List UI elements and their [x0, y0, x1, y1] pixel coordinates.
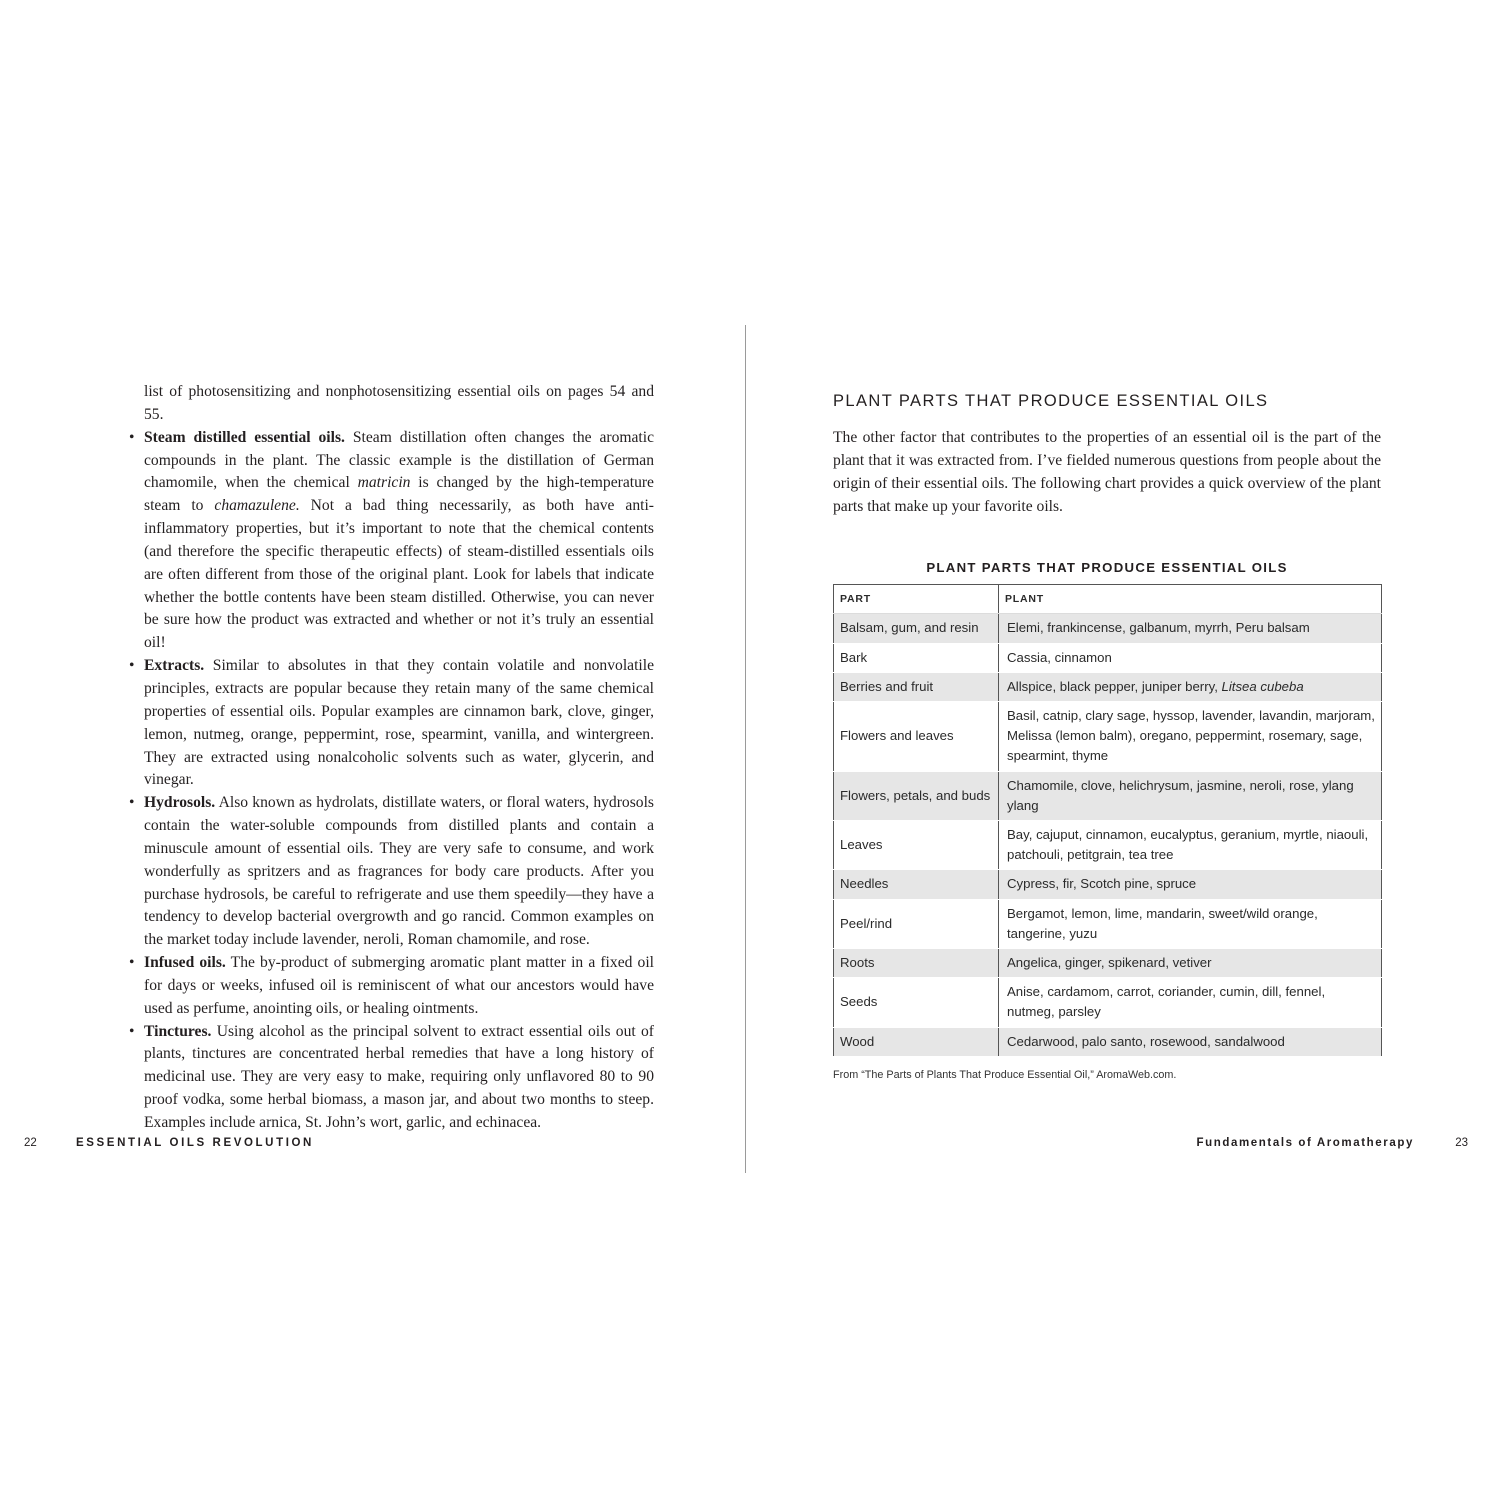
table-row: [834, 672, 1382, 701]
cell-plant: [999, 870, 1382, 899]
source-note: From “The Parts of Plants That Produce Essential Oil,” AromaWeb.com.: [833, 1068, 1177, 1081]
list-item-text: Also known as hydrolats, distillate waters, or floral waters, hydrosols contain the water-soluble compounds from distilled plants and contain a minuscule amount of essential oils. They are very safe to consume, and work wonderfully as spritzers and as fragrances for body care products. After you purchase hydrosols, be careful to refrigerate and use them speedily—they have a tendency to develop bacterial overgrowth and go rancid. Common examples on the market today include lavender, neroli, Roman chamomile, and rose.: [144, 794, 654, 949]
cell-plant-text: Elemi, frankincense, galbanum, myrrh, Peru balsam: [1007, 620, 1310, 636]
list-item-term: Extracts.: [144, 657, 205, 675]
table-header-row: [834, 585, 1382, 614]
bullet-icon: •: [129, 428, 135, 446]
cell-plant-text: Cypress, fir, Scotch pine, spruce: [1007, 876, 1197, 892]
intro-paragraph: The other factor that contributes to the properties of an essential oil is the part of the plant that it was extracted from. I’ve fielded numerous questions from people about the origin of their essential oils. The following chart provides a quick overview of the plant parts that make up your favorite oils.: [833, 429, 1381, 515]
list-item-tinctures: [128, 1021, 654, 1135]
cell-part: Roots: [834, 949, 999, 978]
list-item-text: Using alcohol as the principal solvent to extract essential oils out of plants, tinctures are concentrated herbal remedies that have a long history of medicinal use. They are very easy to make, requiring only unflavored 80 to 90 proof vodka, some herbal biomass, a mason jar, and about two months to steep. Examples include arnica, St. John’s wort, garlic, and echinacea.: [144, 1022, 654, 1131]
list-item-text: Steam distillation often changes the aromatic compounds in the plant. The classic example is the distillation of German chamomile, when the chemical: [144, 428, 654, 492]
table-row: [834, 899, 1382, 948]
cell-plant-text: Basil, catnip, clary sage, hyssop, lavender, lavandin, marjoram, Melissa (lemon balm), oregano, peppermint, rosemary, sage, spearmint, thyme: [1007, 707, 1375, 764]
table-title: PLANT PARTS THAT PRODUCE ESSENTIAL OILS: [926, 560, 1288, 576]
plant-parts-table: [833, 584, 1382, 1056]
running-head-chapter-title: Fundamentals of Aromatherapy: [1196, 1137, 1414, 1149]
cell-part: Berries and fruit: [834, 672, 999, 701]
list-item-infused-oils: [128, 952, 654, 1021]
cell-part: Leaves: [834, 821, 999, 870]
bullet-icon: •: [129, 954, 135, 972]
continuation-paragraph: list of photosensitizing and nonphotosensitizing essential oils on pages 54 and 55.: [144, 383, 654, 423]
list-item-italic: matricin: [357, 474, 411, 492]
cell-plant-italic: Litsea cubeba: [1221, 678, 1304, 694]
cell-plant-text: Anise, cardamom, carrot, coriander, cumin, dill, fennel, nutmeg, parsley: [1007, 984, 1326, 1020]
table-row: [834, 614, 1382, 643]
page-number-right: 23: [1455, 1137, 1468, 1149]
cell-plant: [999, 614, 1382, 643]
cell-plant: [999, 949, 1382, 978]
list-item-text: is changed by the high-temperature steam to: [144, 474, 654, 515]
cell-part: Peel/rind: [834, 899, 999, 948]
cell-plant-text: Chamomile, clove, helichrysum, jasmine, neroli, rose, ylang ylang: [1007, 777, 1354, 813]
table-row: [834, 870, 1382, 899]
list-item-term: Infused oils.: [144, 954, 226, 972]
left-page-body: [128, 381, 654, 1135]
list-item-text: Not a bad thing necessarily, as both have anti-inflammatory properties, but it’s important to note that the chemical contents (and therefore the specific therapeutic effects) of steam-distilled essentials oils are often different from those of the original plant. Look for labels that indicate whether the bottle contents have been steam distilled. Otherwise, you can never be sure how the product was extracted and whether or not it’s truly an essential oil!: [144, 497, 654, 652]
list-item-italic: chamazulene.: [214, 497, 300, 515]
cell-plant: [999, 1027, 1382, 1056]
list-item-term: Tinctures.: [144, 1022, 212, 1040]
column-header-plant: PLANT: [999, 585, 1382, 614]
table-body: [834, 614, 1382, 1056]
cell-part: Flowers, petals, and buds: [834, 771, 999, 820]
table-row: [834, 949, 1382, 978]
bullet-icon: •: [129, 1022, 135, 1040]
list-item-term: Hydrosols.: [144, 794, 216, 812]
cell-part: Bark: [834, 643, 999, 672]
cell-part: Flowers and leaves: [834, 701, 999, 771]
list-item-steam-distilled: [128, 427, 654, 655]
cell-plant-text: Cedarwood, palo santo, rosewood, sandalwood: [1007, 1033, 1285, 1049]
cell-plant-text: Allspice, black pepper, juniper berry,: [1007, 678, 1222, 694]
cell-part: Wood: [834, 1027, 999, 1056]
cell-part: Seeds: [834, 978, 999, 1027]
right-page-body: [833, 392, 1381, 1081]
cell-plant-text: Bay, cajuput, cinnamon, eucalyptus, geranium, myrtle, niaouli, patchouli, petitgrain, tea tree: [1007, 827, 1369, 863]
list-item-extracts: [128, 655, 654, 792]
cell-plant-text: Bergamot, lemon, lime, mandarin, sweet/wild orange, tangerine, yuzu: [1007, 905, 1318, 941]
list-item-hydrosols: [128, 792, 654, 952]
extraction-types-list: [128, 427, 654, 1135]
cell-plant-text: Angelica, ginger, spikenard, vetiver: [1007, 955, 1212, 971]
cell-plant: [999, 701, 1382, 771]
table-row: [834, 701, 1382, 771]
list-item-text: Similar to absolutes in that they contain volatile and nonvolatile principles, extracts are popular because they retain many of the same chemical properties of essential oils. Popular examples are cinnamon bark, clove, ginger, lemon, nutmeg, orange, peppermint, rose, spearmint, vanilla, and wintergreen. They are extracted using nonalcoholic solvents such as water, glycerin, and vinegar.: [144, 657, 654, 789]
cell-plant: [999, 771, 1382, 820]
running-head-book-title: ESSENTIAL OILS REVOLUTION: [76, 1137, 314, 1149]
table-row: [834, 643, 1382, 672]
cell-plant: [999, 899, 1382, 948]
section-heading: PLANT PARTS THAT PRODUCE ESSENTIAL OILS: [833, 392, 1269, 410]
cell-plant: [999, 821, 1382, 870]
bullet-icon: •: [129, 794, 135, 812]
list-item-text: The by-product of submerging aromatic plant matter in a fixed oil for days or weeks, infused oil is reminiscent of what our ancestors would have used as perfume, anointing oils, or healing ointments.: [144, 954, 654, 1017]
cell-plant: [999, 643, 1382, 672]
column-header-part: PART: [834, 585, 999, 614]
cell-part: Needles: [834, 870, 999, 899]
table-row: [834, 821, 1382, 870]
cell-plant-text: Cassia, cinnamon: [1007, 649, 1112, 665]
cell-plant: [999, 978, 1382, 1027]
table-row: [834, 771, 1382, 820]
bullet-icon: •: [129, 657, 135, 675]
spread-gutter-line: [745, 325, 746, 1173]
cell-plant: [999, 672, 1382, 701]
list-item-term: Steam distilled essential oils.: [144, 428, 345, 446]
page-number-left: 22: [24, 1137, 37, 1149]
table-row: [834, 1027, 1382, 1056]
table-row: [834, 978, 1382, 1027]
cell-part: Balsam, gum, and resin: [834, 614, 999, 643]
